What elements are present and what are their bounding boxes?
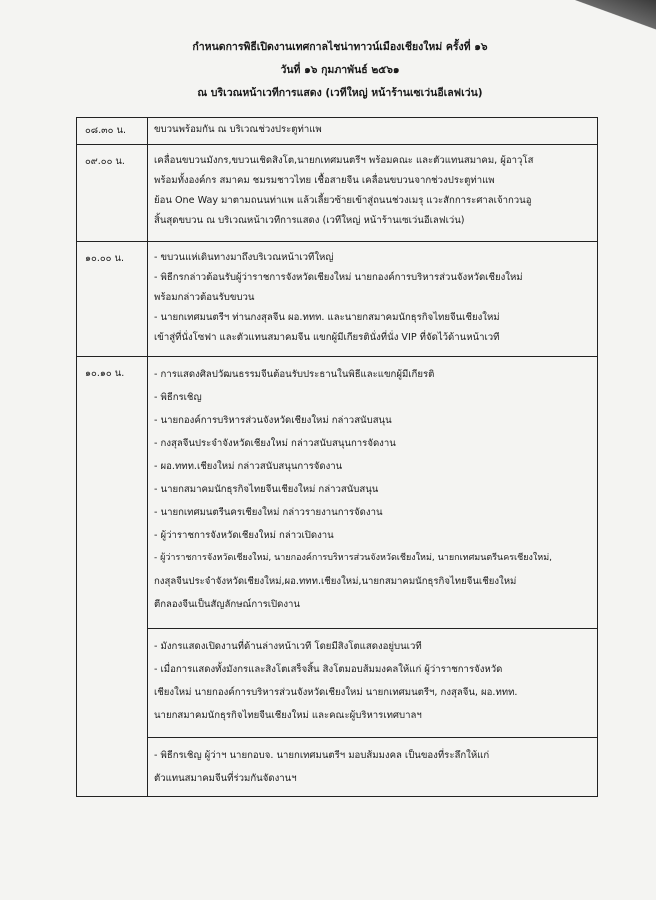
desc-line: - นายกเทศมนตรีฯ ท่านกงสุลจีน ผอ.ททท. และนายกสมาคมนักธุรกิจไทยจีนเชียงใหม่ (154, 312, 500, 323)
desc-line: - ผู้ว่าราชการจังหวัดเชียงใหม่, นายกองค์การบริหารส่วนจังหวัดเชียงใหม่, นายกเทศมนตรีนครเชียงใหม่, (154, 553, 553, 563)
row-description (148, 145, 598, 242)
schedule-row (77, 145, 598, 242)
desc-line: นายกสมาคมนักธุรกิจไทยจีนเชียงใหม่ และคณะผู้บริหารเทศบาลฯ (154, 710, 422, 721)
row-time: ๑๐.๑๐ น. (77, 357, 148, 797)
section-divider (148, 628, 597, 635)
row-description (148, 242, 598, 357)
desc-line: กงสุลจีนประจำจังหวัดเชียงใหม่,ผอ.ททท.เชียงใหม่,นายกสมาคมนักธุรกิจไทยจีนเชียงใหม่ (154, 576, 517, 587)
schedule-row (77, 242, 598, 357)
desc-line: พร้อมกล่าวต้อนรับขบวน (154, 292, 255, 303)
schedule-row (77, 357, 598, 797)
desc-line: - การแสดงศิลปวัฒนธรรมจีนต้อนรับประธานในพิธีและแขกผู้มีเกียรติ (154, 369, 435, 380)
desc-line: เข้าสู่ที่นั่งโซฟา และตัวแทนสมาคมจีน แขกผู้มีเกียรตินั่งที่นั่ง VIP ที่จัดไว้ด้านหน้าเวที (154, 332, 500, 343)
schedule-table (76, 117, 598, 797)
desc-line: - กงสุลจีนประจำจังหวัดเชียงใหม่ กล่าวสนับสนุนการจัดงาน (154, 438, 396, 449)
desc-line: ตีกลองจีนเป็นสัญลักษณ์การเปิดงาน (154, 599, 300, 610)
scan-corner-shadow (566, 0, 656, 40)
desc-line: - พิธีกรเชิญ ผู้ว่าฯ นายกอบจ. นายกเทศมนตรีฯ มอบส้มมงคล เป็นของที่ระลึกให้แก่ (154, 750, 490, 761)
desc-line: - เมื่อการแสดงทั้งมังกรและสิงโตเสร็จสิ้น สิงโตมอบส้มมงคลให้แก่ ผู้ว่าราชการจังหวัด (154, 664, 503, 675)
desc-line: ย้อน One Way มาตามถนนท่าแพ แล้วเลี้ยวซ้ายเข้าสู่ถนนช่วงเมรุ แวะสักการะศาลเจ้ากวนอู (154, 195, 532, 206)
desc-line: ขบวนพร้อมกัน ณ บริเวณช่วงประตูท่าแพ (154, 124, 322, 135)
desc-line: ตัวแทนสมาคมจีนที่ร่วมกันจัดงานฯ (154, 773, 297, 784)
desc-line: - ขบวนแห่เดินทางมาถึงบริเวณหน้าเวทีใหญ่ (154, 252, 334, 263)
document-header (80, 36, 600, 105)
desc-line: สิ้นสุดขบวน ณ บริเวณหน้าเวทีการแสดง (เวทีใหญ่ หน้าร้านเซเว่นอีเลฟเว่น) (154, 215, 465, 226)
row-description (148, 357, 598, 797)
event-date: วันที่ ๑๖ กุมภาพันธ์ ๒๕๖๑ (280, 64, 400, 76)
document-title: กำหนดการพิธีเปิดงานเทศกาลไชน่าทาวน์เมืองเชียงใหม่ ครั้งที่ ๑๖ (192, 41, 488, 53)
desc-line: - นายกสมาคมนักธุรกิจไทยจีนเชียงใหม่ กล่าวสนับสนุน (154, 484, 379, 495)
schedule-row (77, 118, 598, 145)
event-venue: ณ บริเวณหน้าเวทีการแสดง (เวทีใหญ่ หน้าร้านเซเว่นอีเลฟเว่น) (197, 87, 483, 99)
desc-line: - มังกรแสดงเปิดงานที่ด้านล่างหน้าเวที โดยมีสิงโตแสดงอยู่บนเวที (154, 641, 422, 652)
desc-line: - ผอ.ททท.เชียงใหม่ กล่าวสนับสนุนการจัดงาน (154, 461, 343, 472)
section-divider (148, 737, 597, 744)
desc-line: - นายกเทศมนตรีนครเชียงใหม่ กล่าวรายงานการจัดงาน (154, 507, 383, 518)
desc-line: - พิธีกรเชิญ (154, 392, 202, 403)
row-time: ๐๘.๓๐ น. (77, 118, 148, 145)
row-time: ๐๙.๐๐ น. (77, 145, 148, 242)
row-description (148, 118, 598, 145)
desc-line: - นายกองค์การบริหารส่วนจังหวัดเชียงใหม่ กล่าวสนับสนุน (154, 415, 392, 426)
desc-line: เคลื่อนขบวนมังกร,ขบวนเชิดสิงโต,นายกเทศมนตรีฯ พร้อมคณะ และตัวแทนสมาคม, ผู้อาวุโส (154, 155, 534, 166)
desc-line: - ผู้ว่าราชการจังหวัดเชียงใหม่ กล่าวเปิดงาน (154, 530, 334, 541)
desc-line: - พิธีกรกล่าวต้อนรับผู้ว่าราชการจังหวัดเชียงใหม่ นายกองค์การบริหารส่วนจังหวัดเชียงใหม่ (154, 272, 523, 283)
desc-line: เชียงใหม่ นายกองค์การบริหารส่วนจังหวัดเชียงใหม่ นายกเทศมนตรีฯ, กงสุลจีน, ผอ.ททท. (154, 687, 518, 698)
row-time: ๑๐.๐๐ น. (77, 242, 148, 357)
desc-line: พร้อมทั้งองค์กร สมาคม ชมรมชาวไทย เชื้อสายจีน เคลื่อนขบวนจากช่วงประตูท่าแพ (154, 175, 495, 186)
